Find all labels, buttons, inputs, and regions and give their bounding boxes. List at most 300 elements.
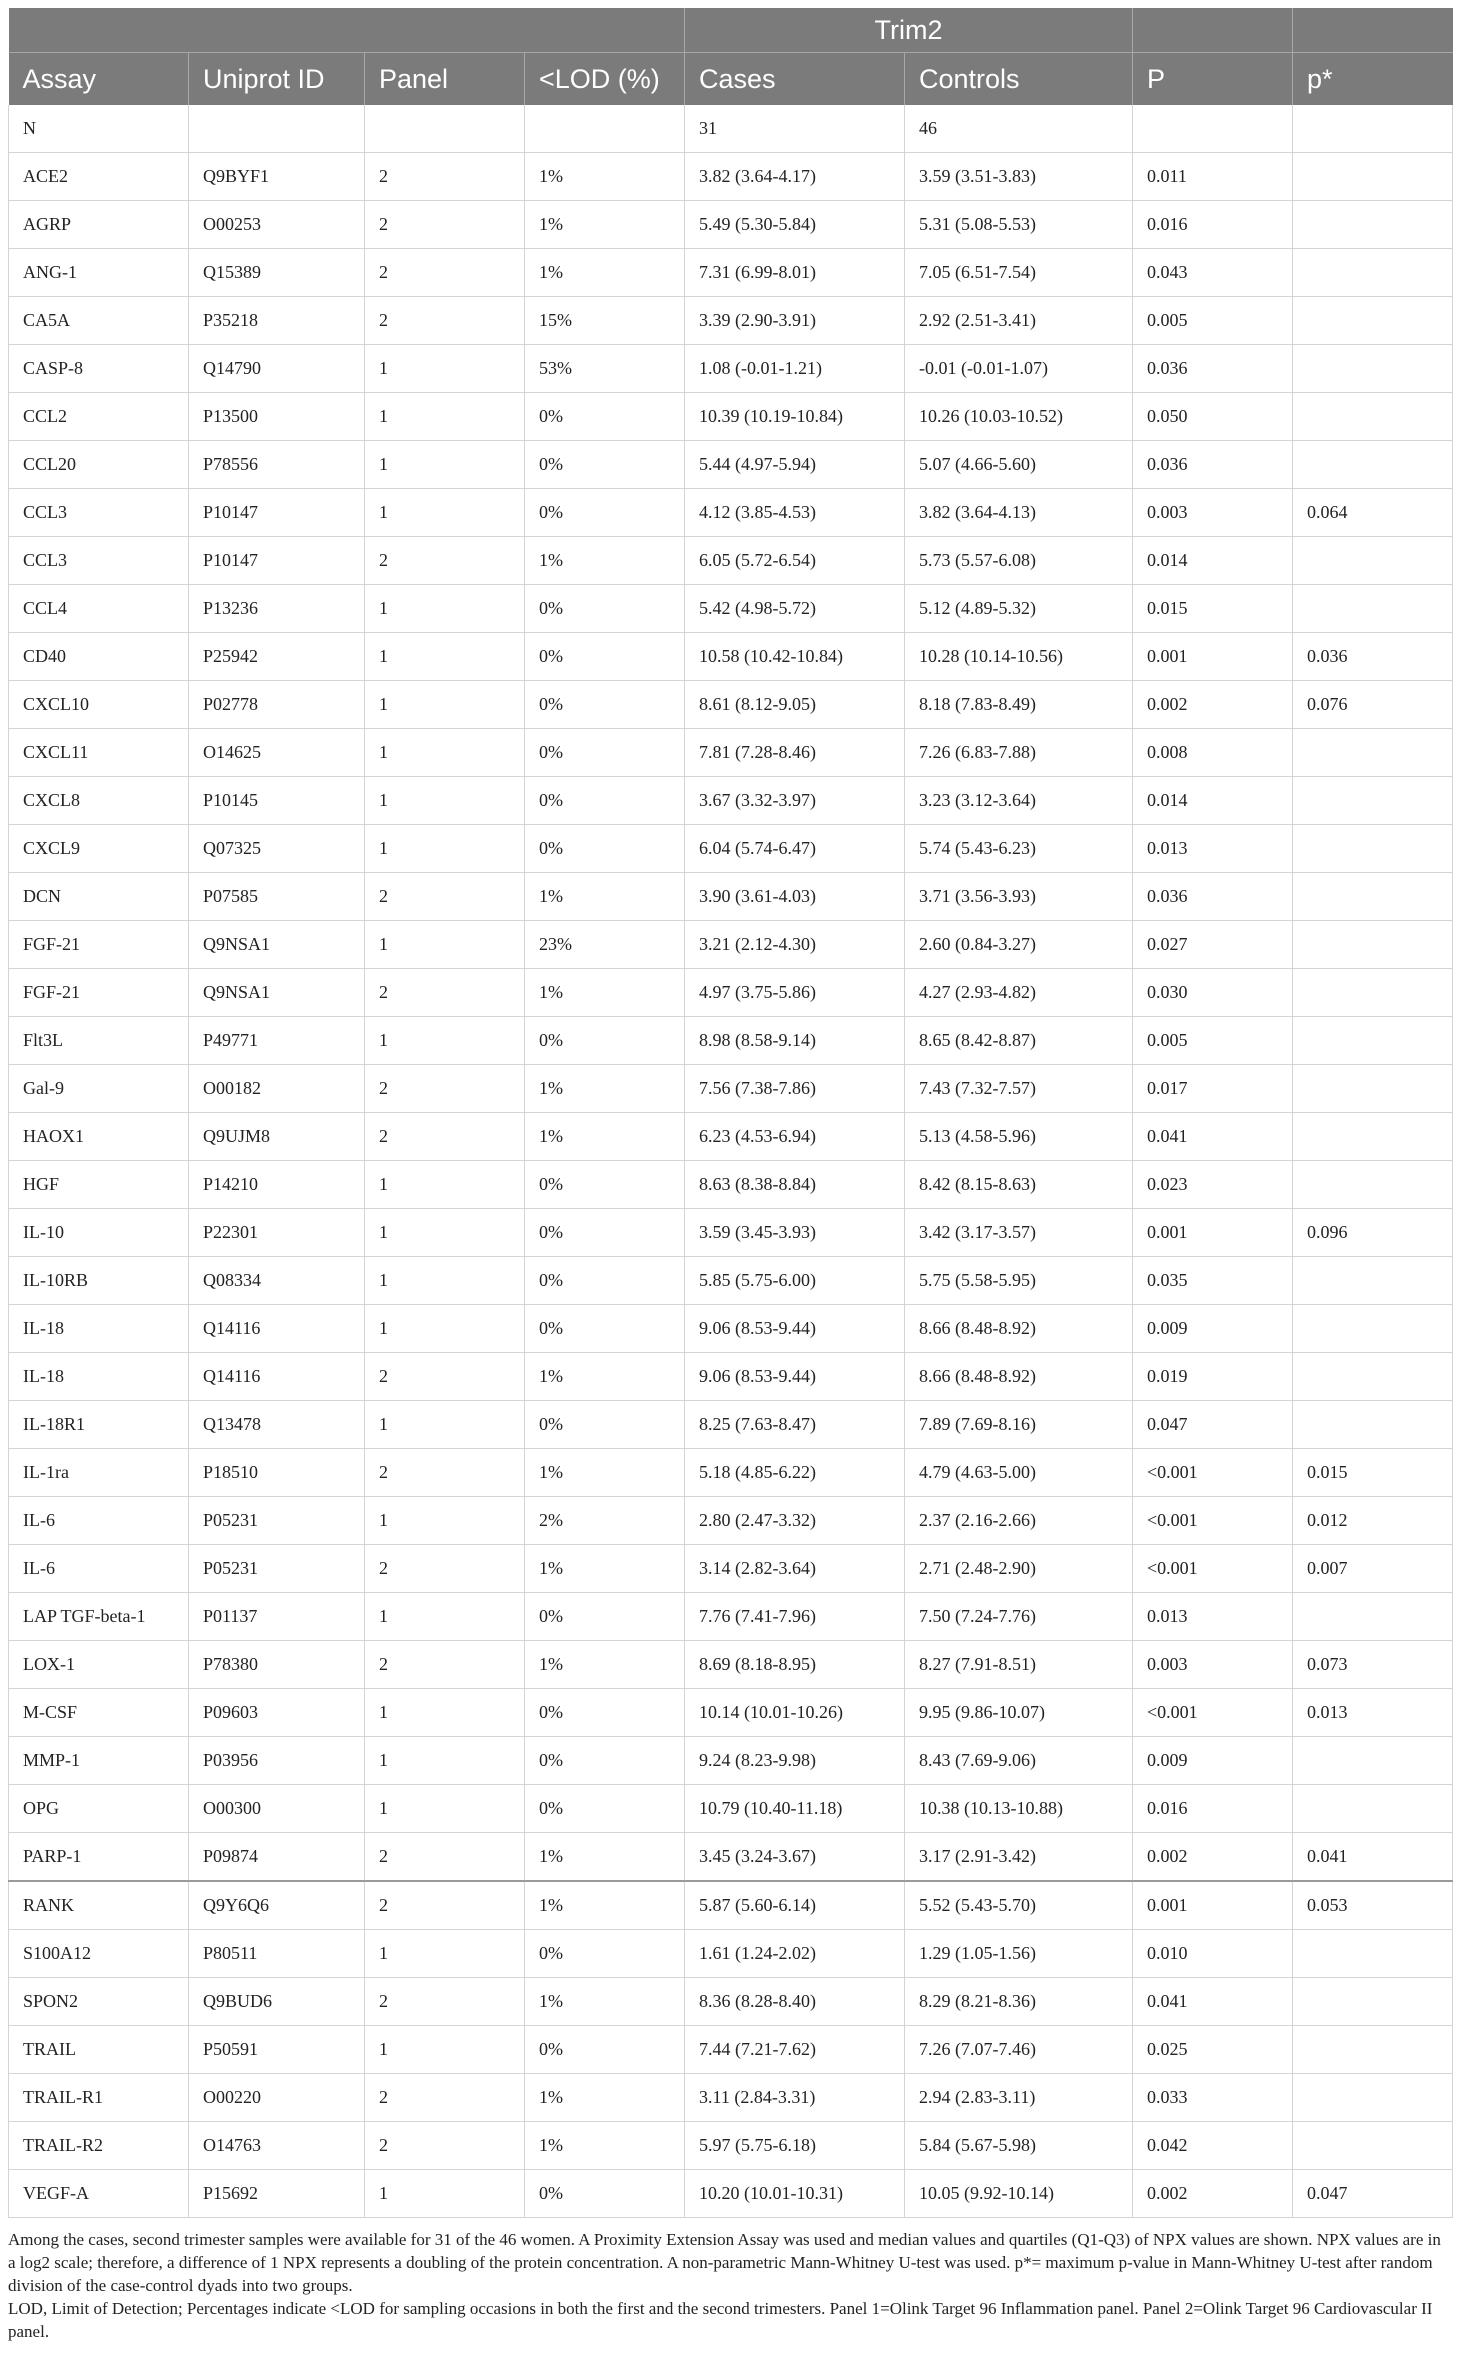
cell-uniprot: P22301 [189, 1209, 365, 1257]
cell-cases: 5.49 (5.30-5.84) [685, 201, 905, 249]
cell-lod: 0% [525, 1017, 685, 1065]
cell-cases: 7.44 (7.21-7.62) [685, 2026, 905, 2074]
table-row [9, 1017, 1453, 1065]
cell-cases: 3.11 (2.84-3.31) [685, 2074, 905, 2122]
cell-uniprot: P02778 [189, 681, 365, 729]
table-row [9, 1449, 1453, 1497]
cell-uniprot: P50591 [189, 2026, 365, 2074]
cell-assay: LOX-1 [9, 1641, 189, 1689]
cell-p: 0.002 [1133, 681, 1293, 729]
cell-cases: 7.56 (7.38-7.86) [685, 1065, 905, 1113]
cell-assay: CXCL8 [9, 777, 189, 825]
cell-panel: 1 [365, 489, 525, 537]
cell-uniprot: P15692 [189, 2170, 365, 2218]
cell-panel: 1 [365, 777, 525, 825]
cell-pstar [1293, 1737, 1453, 1785]
cell-cases: 8.69 (8.18-8.95) [685, 1641, 905, 1689]
cell-p: <0.001 [1133, 1497, 1293, 1545]
cell-lod: 1% [525, 1641, 685, 1689]
cell-cases: 1.08 (-0.01-1.21) [685, 345, 905, 393]
cell-lod: 0% [525, 1737, 685, 1785]
cell-controls: 4.79 (4.63-5.00) [905, 1449, 1133, 1497]
table-body [9, 105, 1453, 2218]
cell-controls: 5.74 (5.43-6.23) [905, 825, 1133, 873]
table-row [9, 249, 1453, 297]
cell-cases: 5.42 (4.98-5.72) [685, 585, 905, 633]
col-header-uniprot: Uniprot ID [189, 53, 365, 106]
cell-pstar: 0.013 [1293, 1689, 1453, 1737]
cell-uniprot: Q9UJM8 [189, 1113, 365, 1161]
cell-p: 0.002 [1133, 1833, 1293, 1882]
n-cases: 31 [685, 105, 905, 153]
cell-uniprot: P80511 [189, 1930, 365, 1978]
cell-assay: CCL3 [9, 489, 189, 537]
cell-controls: 7.43 (7.32-7.57) [905, 1065, 1133, 1113]
cell-controls: 3.82 (3.64-4.13) [905, 489, 1133, 537]
cell-controls: 9.95 (9.86-10.07) [905, 1689, 1133, 1737]
cell-p: 0.003 [1133, 489, 1293, 537]
cell-assay: IL-18 [9, 1305, 189, 1353]
cell-lod: 0% [525, 393, 685, 441]
cell-cases: 9.24 (8.23-9.98) [685, 1737, 905, 1785]
cell-p: 0.019 [1133, 1353, 1293, 1401]
cell-uniprot: P10145 [189, 777, 365, 825]
cell-panel: 1 [365, 441, 525, 489]
cell-p: 0.041 [1133, 1978, 1293, 2026]
cell-pstar: 0.096 [1293, 1209, 1453, 1257]
cell-controls: 10.28 (10.14-10.56) [905, 633, 1133, 681]
cell-controls: 3.17 (2.91-3.42) [905, 1833, 1133, 1882]
col-header-lod: <LOD (%) [525, 53, 685, 106]
table-row [9, 633, 1453, 681]
table-row [9, 1209, 1453, 1257]
cell-p: <0.001 [1133, 1545, 1293, 1593]
cell-assay: TRAIL [9, 2026, 189, 2074]
cell-uniprot: P13500 [189, 393, 365, 441]
cell-lod: 0% [525, 441, 685, 489]
cell-p: 0.014 [1133, 777, 1293, 825]
cell-p: 0.001 [1133, 1881, 1293, 1930]
cell-assay: CCL2 [9, 393, 189, 441]
cell-cases: 7.76 (7.41-7.96) [685, 1593, 905, 1641]
cell-panel: 1 [365, 345, 525, 393]
cell-p: 0.033 [1133, 2074, 1293, 2122]
cell-panel: 1 [365, 1785, 525, 1833]
cell-panel: 1 [365, 633, 525, 681]
cell-panel: 2 [365, 1881, 525, 1930]
table-footnotes [8, 2228, 1452, 2343]
cell-assay: FGF-21 [9, 969, 189, 1017]
cell-pstar: 0.036 [1293, 633, 1453, 681]
cell-cases: 6.04 (5.74-6.47) [685, 825, 905, 873]
cell-controls: -0.01 (-0.01-1.07) [905, 345, 1133, 393]
cell-cases: 5.44 (4.97-5.94) [685, 441, 905, 489]
cell-controls: 4.27 (2.93-4.82) [905, 969, 1133, 1017]
cell-lod: 1% [525, 1545, 685, 1593]
cell-panel: 2 [365, 1978, 525, 2026]
cell-cases: 3.39 (2.90-3.91) [685, 297, 905, 345]
cell-cases: 8.98 (8.58-9.14) [685, 1017, 905, 1065]
cell-controls: 5.07 (4.66-5.60) [905, 441, 1133, 489]
col-header-p: P [1133, 53, 1293, 106]
cell-controls: 3.71 (3.56-3.93) [905, 873, 1133, 921]
cell-cases: 8.36 (8.28-8.40) [685, 1978, 905, 2026]
cell-assay: CXCL9 [9, 825, 189, 873]
cell-controls: 8.27 (7.91-8.51) [905, 1641, 1133, 1689]
cell-uniprot: P09603 [189, 1689, 365, 1737]
cell-controls: 5.13 (4.58-5.96) [905, 1113, 1133, 1161]
cell-controls: 1.29 (1.05-1.56) [905, 1930, 1133, 1978]
table-row [9, 1065, 1453, 1113]
cell-pstar: 0.053 [1293, 1881, 1453, 1930]
cell-lod: 1% [525, 1978, 685, 2026]
col-header-controls: Controls [905, 53, 1133, 106]
cell-p: 0.017 [1133, 1065, 1293, 1113]
cell-uniprot: P07585 [189, 873, 365, 921]
cell-assay: TRAIL-R1 [9, 2074, 189, 2122]
table-row [9, 2170, 1453, 2218]
cell-p: 0.050 [1133, 393, 1293, 441]
table-row [9, 681, 1453, 729]
cell-cases: 10.20 (10.01-10.31) [685, 2170, 905, 2218]
cell-lod: 1% [525, 201, 685, 249]
cell-p: 0.023 [1133, 1161, 1293, 1209]
cell-uniprot: Q14116 [189, 1353, 365, 1401]
cell-controls: 7.26 (7.07-7.46) [905, 2026, 1133, 2074]
table-row [9, 1401, 1453, 1449]
cell-lod: 1% [525, 153, 685, 201]
cell-panel: 1 [365, 393, 525, 441]
cell-uniprot: Q14790 [189, 345, 365, 393]
cell-panel: 1 [365, 1305, 525, 1353]
cell-panel: 2 [365, 969, 525, 1017]
cell-uniprot: P49771 [189, 1017, 365, 1065]
table-row [9, 1978, 1453, 2026]
table-row [9, 1305, 1453, 1353]
cell-uniprot: P13236 [189, 585, 365, 633]
cell-cases: 10.39 (10.19-10.84) [685, 393, 905, 441]
table-row [9, 1689, 1453, 1737]
table-row [9, 585, 1453, 633]
cell-lod: 1% [525, 1449, 685, 1497]
cell-panel: 2 [365, 2122, 525, 2170]
cell-p: 0.005 [1133, 297, 1293, 345]
cell-panel: 1 [365, 2026, 525, 2074]
cell-lod: 0% [525, 1161, 685, 1209]
cell-controls: 5.73 (5.57-6.08) [905, 537, 1133, 585]
header-blank [9, 8, 685, 53]
results-table [8, 8, 1453, 2218]
cell-cases: 3.59 (3.45-3.93) [685, 1209, 905, 1257]
cell-lod: 2% [525, 1497, 685, 1545]
table-row [9, 2122, 1453, 2170]
cell-pstar [1293, 1257, 1453, 1305]
cell-assay: VEGF-A [9, 2170, 189, 2218]
table-row [9, 873, 1453, 921]
cell-panel: 1 [365, 825, 525, 873]
cell-uniprot: Q9BYF1 [189, 153, 365, 201]
cell-pstar [1293, 297, 1453, 345]
cell-lod: 0% [525, 2170, 685, 2218]
cell-p: 0.016 [1133, 201, 1293, 249]
cell-panel: 1 [365, 1161, 525, 1209]
cell-cases: 4.97 (3.75-5.86) [685, 969, 905, 1017]
cell-panel: 1 [365, 1930, 525, 1978]
cell-lod: 1% [525, 537, 685, 585]
cell-controls: 7.50 (7.24-7.76) [905, 1593, 1133, 1641]
table-row [9, 1113, 1453, 1161]
cell-assay: CD40 [9, 633, 189, 681]
cell-uniprot: P78556 [189, 441, 365, 489]
cell-pstar [1293, 537, 1453, 585]
col-header-assay: Assay [9, 53, 189, 106]
col-header-panel: Panel [365, 53, 525, 106]
cell-assay: Flt3L [9, 1017, 189, 1065]
cell-controls: 8.29 (8.21-8.36) [905, 1978, 1133, 2026]
cell-panel: 1 [365, 1737, 525, 1785]
cell-panel: 1 [365, 1017, 525, 1065]
cell-pstar [1293, 1401, 1453, 1449]
cell-lod: 0% [525, 1305, 685, 1353]
cell-assay: DCN [9, 873, 189, 921]
cell-assay: IL-18R1 [9, 1401, 189, 1449]
table-row [9, 1593, 1453, 1641]
cell-panel: 1 [365, 1497, 525, 1545]
cell-uniprot: O14625 [189, 729, 365, 777]
cell-cases: 2.80 (2.47-3.32) [685, 1497, 905, 1545]
cell-lod: 0% [525, 585, 685, 633]
cell-p: 0.008 [1133, 729, 1293, 777]
cell-assay: IL-6 [9, 1497, 189, 1545]
cell-assay: CXCL11 [9, 729, 189, 777]
table-row [9, 1353, 1453, 1401]
cell-panel: 1 [365, 1401, 525, 1449]
cell-assay: Gal-9 [9, 1065, 189, 1113]
cell-controls: 7.26 (6.83-7.88) [905, 729, 1133, 777]
cell-lod: 0% [525, 729, 685, 777]
cell-p: 0.013 [1133, 825, 1293, 873]
cell-assay: IL-18 [9, 1353, 189, 1401]
cell-controls: 5.12 (4.89-5.32) [905, 585, 1133, 633]
cell-assay: OPG [9, 1785, 189, 1833]
footnote-2: LOD, Limit of Detection; Percentages indicate <LOD for sampling occasions in both the first and the second trimesters. Panel 1=Olink Target 96 Inflammation panel. Panel 2=Olink Target 96 Cardiovascular II panel. [8, 2299, 1433, 2341]
table-row [9, 1737, 1453, 1785]
cell-pstar [1293, 585, 1453, 633]
cell-pstar [1293, 1593, 1453, 1641]
cell-pstar [1293, 873, 1453, 921]
cell-pstar [1293, 441, 1453, 489]
cell-uniprot: P09874 [189, 1833, 365, 1882]
cell-uniprot: P10147 [189, 489, 365, 537]
cell-assay: IL-6 [9, 1545, 189, 1593]
table-row [9, 825, 1453, 873]
cell-pstar [1293, 1017, 1453, 1065]
cell-pstar: 0.041 [1293, 1833, 1453, 1882]
cell-p: 0.005 [1133, 1017, 1293, 1065]
cell-pstar [1293, 777, 1453, 825]
cell-uniprot: O00182 [189, 1065, 365, 1113]
cell-pstar [1293, 729, 1453, 777]
cell-panel: 2 [365, 249, 525, 297]
cell-pstar [1293, 249, 1453, 297]
cell-cases: 4.12 (3.85-4.53) [685, 489, 905, 537]
table-row [9, 2074, 1453, 2122]
cell-cases: 10.14 (10.01-10.26) [685, 1689, 905, 1737]
cell-panel: 2 [365, 297, 525, 345]
table-row [9, 2026, 1453, 2074]
cell-controls: 10.05 (9.92-10.14) [905, 2170, 1133, 2218]
n-controls: 46 [905, 105, 1133, 153]
footnote-1: Among the cases, second trimester samples were available for 31 of the 46 women. A Proximity Extension Assay was used and median values and quartiles (Q1-Q3) of NPX values are shown. NPX values are in a log2 scale; therefore, a difference of 1 NPX represents a doubling of the protein concentration. A non-parametric Mann-Whitney U-test was used. p*= maximum p-value in Mann-Whitney U-test after random division of the case-control dyads into two groups. [8, 2230, 1441, 2295]
cell-assay: HGF [9, 1161, 189, 1209]
col-header-pstar: p* [1293, 53, 1453, 106]
cell-uniprot: P01137 [189, 1593, 365, 1641]
cell-assay: HAOX1 [9, 1113, 189, 1161]
cell-pstar: 0.076 [1293, 681, 1453, 729]
cell-assay: CA5A [9, 297, 189, 345]
cell-uniprot: Q14116 [189, 1305, 365, 1353]
cell-p: 0.025 [1133, 2026, 1293, 2074]
cell-cases: 7.31 (6.99-8.01) [685, 249, 905, 297]
cell-p: 0.043 [1133, 249, 1293, 297]
cell-lod: 0% [525, 825, 685, 873]
cell-cases: 6.23 (4.53-6.94) [685, 1113, 905, 1161]
header-blank-pstar [1293, 8, 1453, 53]
table-row [9, 297, 1453, 345]
cell-p: 0.015 [1133, 585, 1293, 633]
cell-lod: 0% [525, 1257, 685, 1305]
cell-p: <0.001 [1133, 1689, 1293, 1737]
cell-assay: CXCL10 [9, 681, 189, 729]
cell-assay: PARP-1 [9, 1833, 189, 1882]
cell-uniprot: O00253 [189, 201, 365, 249]
cell-uniprot: Q9Y6Q6 [189, 1881, 365, 1930]
cell-pstar [1293, 921, 1453, 969]
cell-cases: 10.58 (10.42-10.84) [685, 633, 905, 681]
cell-pstar [1293, 1785, 1453, 1833]
cell-uniprot: O00220 [189, 2074, 365, 2122]
cell-pstar [1293, 969, 1453, 1017]
cell-pstar [1293, 201, 1453, 249]
cell-assay: CCL20 [9, 441, 189, 489]
cell-controls: 8.66 (8.48-8.92) [905, 1305, 1133, 1353]
cell-uniprot: Q07325 [189, 825, 365, 873]
cell-controls: 8.42 (8.15-8.63) [905, 1161, 1133, 1209]
cell-p: 0.036 [1133, 345, 1293, 393]
cell-cases: 7.81 (7.28-8.46) [685, 729, 905, 777]
cell-controls: 8.18 (7.83-8.49) [905, 681, 1133, 729]
cell-lod: 23% [525, 921, 685, 969]
cell-lod: 1% [525, 249, 685, 297]
cell-assay: TRAIL-R2 [9, 2122, 189, 2170]
cell-uniprot: Q08334 [189, 1257, 365, 1305]
cell-controls: 8.43 (7.69-9.06) [905, 1737, 1133, 1785]
cell-assay: IL-10RB [9, 1257, 189, 1305]
cell-uniprot: P35218 [189, 297, 365, 345]
cell-lod: 0% [525, 1930, 685, 1978]
cell-lod: 0% [525, 681, 685, 729]
cell-assay: IL-1ra [9, 1449, 189, 1497]
cell-pstar [1293, 1305, 1453, 1353]
cell-controls: 2.92 (2.51-3.41) [905, 297, 1133, 345]
cell-uniprot: Q15389 [189, 249, 365, 297]
group-header-trim2: Trim2 [685, 8, 1133, 53]
cell-uniprot: Q13478 [189, 1401, 365, 1449]
cell-pstar: 0.015 [1293, 1449, 1453, 1497]
cell-lod: 15% [525, 297, 685, 345]
cell-p: 0.035 [1133, 1257, 1293, 1305]
cell-pstar: 0.012 [1293, 1497, 1453, 1545]
cell-lod: 1% [525, 1113, 685, 1161]
cell-controls: 10.38 (10.13-10.88) [905, 1785, 1133, 1833]
cell-cases: 5.18 (4.85-6.22) [685, 1449, 905, 1497]
table-row [9, 1545, 1453, 1593]
table-row [9, 1641, 1453, 1689]
cell-uniprot: P78380 [189, 1641, 365, 1689]
cell-lod: 0% [525, 777, 685, 825]
table-row [9, 441, 1453, 489]
cell-pstar [1293, 393, 1453, 441]
cell-uniprot: P05231 [189, 1545, 365, 1593]
cell-p: 0.036 [1133, 441, 1293, 489]
cell-pstar [1293, 2122, 1453, 2170]
col-header-cases: Cases [685, 53, 905, 106]
cell-assay: AGRP [9, 201, 189, 249]
cell-pstar [1293, 2026, 1453, 2074]
table-figure [8, 8, 1452, 2343]
cell-pstar: 0.047 [1293, 2170, 1453, 2218]
cell-uniprot: P03956 [189, 1737, 365, 1785]
cell-p: 0.010 [1133, 1930, 1293, 1978]
cell-p: 0.001 [1133, 633, 1293, 681]
cell-lod: 0% [525, 2026, 685, 2074]
cell-pstar [1293, 345, 1453, 393]
cell-lod: 1% [525, 2122, 685, 2170]
cell-lod: 1% [525, 969, 685, 1017]
cell-panel: 2 [365, 201, 525, 249]
cell-cases: 5.85 (5.75-6.00) [685, 1257, 905, 1305]
cell-panel: 2 [365, 1449, 525, 1497]
cell-lod: 1% [525, 1065, 685, 1113]
cell-controls: 2.71 (2.48-2.90) [905, 1545, 1133, 1593]
cell-pstar: 0.007 [1293, 1545, 1453, 1593]
cell-lod: 0% [525, 1785, 685, 1833]
cell-assay: S100A12 [9, 1930, 189, 1978]
cell-cases: 8.25 (7.63-8.47) [685, 1401, 905, 1449]
cell-assay: FGF-21 [9, 921, 189, 969]
cell-cases: 6.05 (5.72-6.54) [685, 537, 905, 585]
cell-lod: 1% [525, 1353, 685, 1401]
cell-lod: 0% [525, 1689, 685, 1737]
cell-p: 0.009 [1133, 1737, 1293, 1785]
cell-cases: 8.63 (8.38-8.84) [685, 1161, 905, 1209]
cell-cases: 9.06 (8.53-9.44) [685, 1305, 905, 1353]
cell-lod: 1% [525, 1881, 685, 1930]
cell-controls: 5.52 (5.43-5.70) [905, 1881, 1133, 1930]
cell-panel: 1 [365, 1257, 525, 1305]
cell-assay: SPON2 [9, 1978, 189, 2026]
cell-p: 0.011 [1133, 153, 1293, 201]
cell-uniprot: P25942 [189, 633, 365, 681]
cell-cases: 3.14 (2.82-3.64) [685, 1545, 905, 1593]
table-header [9, 8, 1453, 105]
cell-cases: 5.97 (5.75-6.18) [685, 2122, 905, 2170]
cell-controls: 10.26 (10.03-10.52) [905, 393, 1133, 441]
table-row [9, 1161, 1453, 1209]
cell-panel: 1 [365, 2170, 525, 2218]
cell-pstar [1293, 1113, 1453, 1161]
cell-panel: 2 [365, 153, 525, 201]
